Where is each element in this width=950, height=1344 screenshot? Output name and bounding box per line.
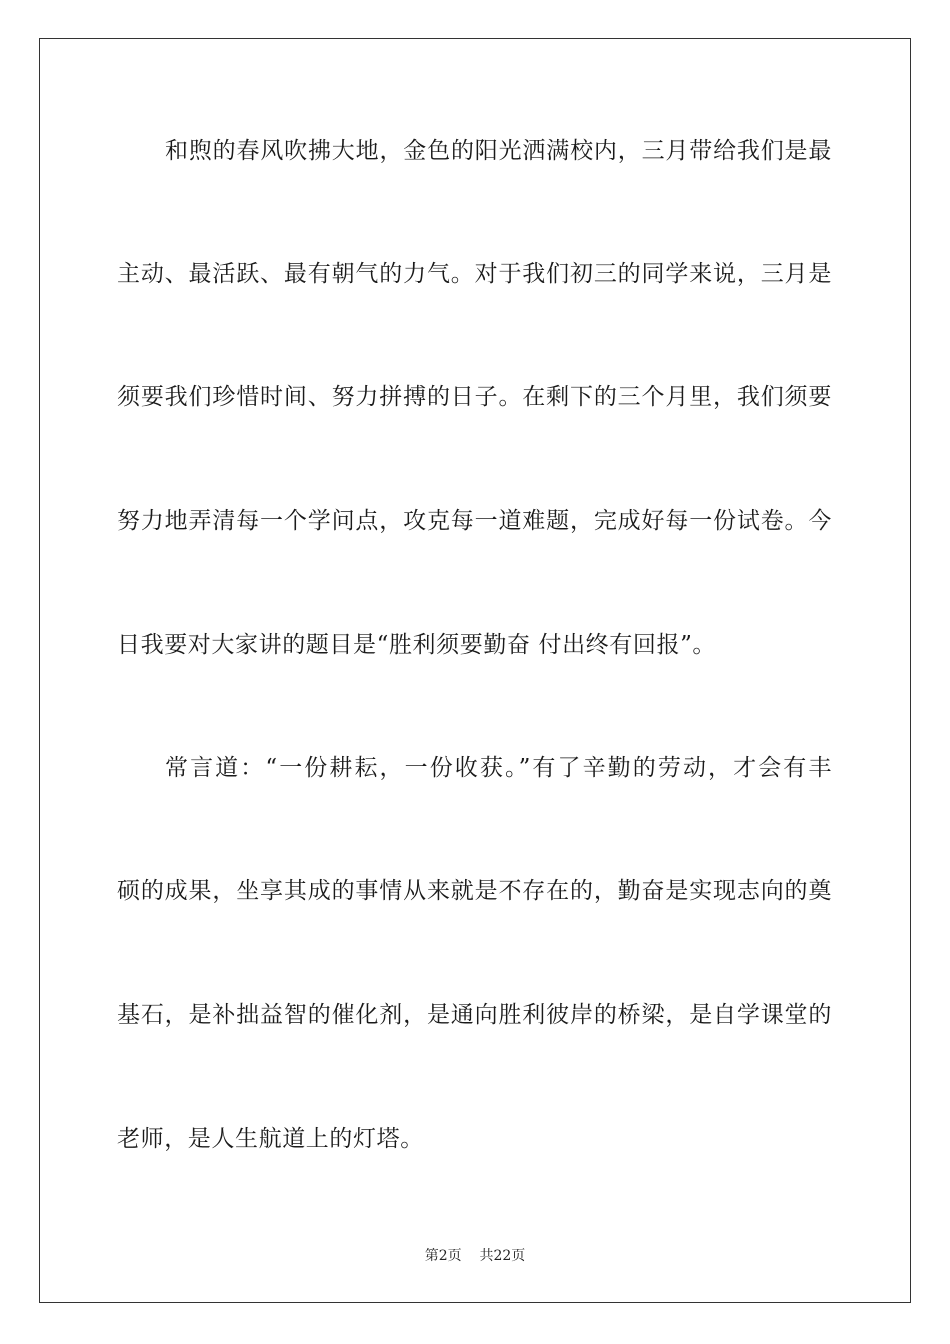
page-total: 共22页 xyxy=(479,1248,526,1264)
paragraph-1-line-2: 主动、最活跃、最有朝气的力气。对于我们初三的同学来说，三月是 xyxy=(117,261,832,287)
page-number: 第2页 xyxy=(424,1248,462,1264)
paragraph-1-line-5: 日我要对大家讲的题目是“胜利须要勤奋 付出终有回报”。 xyxy=(117,632,717,658)
page-frame xyxy=(39,38,911,1303)
paragraph-2-line-2: 硕的成果，坐享其成的事情从来就是不存在的，勤奋是实现志向的奠 xyxy=(117,878,832,904)
page-footer xyxy=(0,1247,950,1265)
paragraph-2-line-3: 基石，是补拙益智的催化剂，是通向胜利彼岸的桥梁，是自学课堂的 xyxy=(117,1002,832,1028)
paragraph-2-line-4: 老师，是人生航道上的灯塔。 xyxy=(117,1126,424,1152)
paragraph-1-line-3: 须要我们珍惜时间、努力拼搏的日子。在剩下的三个月里，我们须要 xyxy=(117,384,832,410)
paragraph-2-line-1: 常言道：“一份耕耘，一份收获。”有了辛勤的劳动，才会有丰 xyxy=(165,755,832,781)
paragraph-1-line-4: 努力地弄清每一个学问点，攻克每一道难题，完成好每一份试卷。今 xyxy=(117,508,832,534)
paragraph-1-line-1: 和煦的春风吹拂大地，金色的阳光洒满校内，三月带给我们是最 xyxy=(165,138,832,164)
